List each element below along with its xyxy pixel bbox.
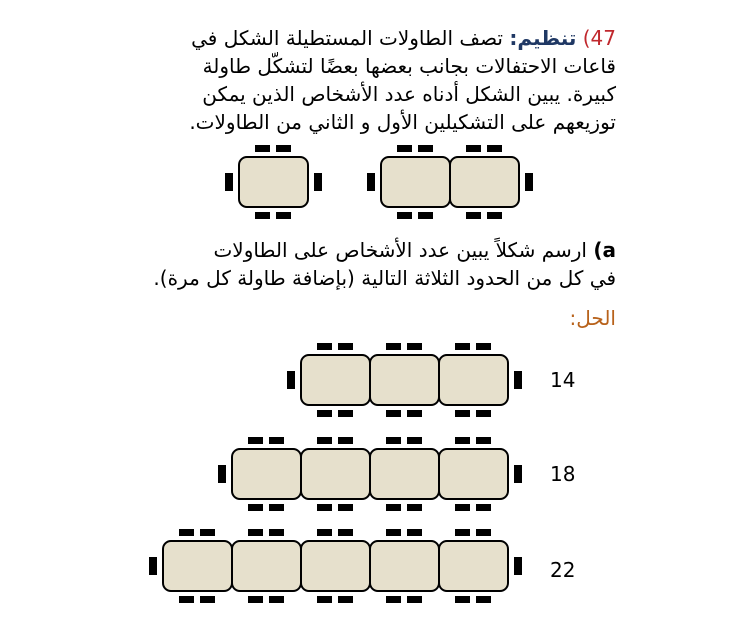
- given-figure-2-table: [450, 157, 519, 207]
- given-figure-2-seat: [418, 145, 433, 152]
- part-a-label: a): [593, 238, 616, 262]
- answer-figure-2-table: [370, 449, 439, 499]
- given-figure-2-seat: [525, 173, 533, 191]
- answer-label-1: 14: [550, 368, 576, 392]
- answer-figure-1-seat: [317, 343, 332, 350]
- answer-figure-3-seat: [248, 596, 263, 603]
- given-figure-1-seat: [276, 145, 291, 152]
- answer-figure-1-table: [301, 355, 370, 405]
- given-figure-1-table: [239, 157, 308, 207]
- answer-figure-3-seat: [476, 596, 491, 603]
- answer-figure-1-seat: [514, 371, 522, 389]
- answer-figure-2-seat: [269, 504, 284, 511]
- answer-figure-3-seat: [269, 596, 284, 603]
- answer-figure-1-seat: [386, 410, 401, 417]
- given-figure-1-seat: [225, 173, 233, 191]
- answer-figure-1-seat: [407, 410, 422, 417]
- problem-keyword: تنظيم:: [509, 26, 577, 50]
- answer-figure-3-seat: [455, 529, 470, 536]
- given-figure-2-seat: [487, 212, 502, 219]
- answer-figure-2-seat: [338, 504, 353, 511]
- answer-figure-3-table: [301, 541, 370, 591]
- answer-figure-2-seat: [407, 437, 422, 444]
- answer-label-2: 18: [550, 462, 576, 486]
- problem-text-1: تصف الطاولات المستطيلة الشكل في: [191, 26, 503, 50]
- answer-figure-1-seat: [338, 410, 353, 417]
- answer-figure-2-seat: [317, 437, 332, 444]
- answer-figure-2-seat: [248, 504, 263, 511]
- part-a-text-1: ارسم شكلاً يبين عدد الأشخاص على الطاولات: [213, 238, 587, 262]
- answer-figure-1-seat: [476, 343, 491, 350]
- answer-figure-2-seat: [455, 504, 470, 511]
- answer-figure-1-seat: [455, 410, 470, 417]
- answer-figure-1-seat: [476, 410, 491, 417]
- answer-figure-2-table: [439, 449, 508, 499]
- answer-figure-3-seat: [338, 529, 353, 536]
- problem-line-4: توزيعهم على التشكيلين الأول و الثاني من الطاولات.: [189, 110, 616, 134]
- given-figure-1-seat: [255, 212, 270, 219]
- given-figure-2-table: [381, 157, 450, 207]
- answer-figure-2-seat: [338, 437, 353, 444]
- answer-figure-3-seat: [407, 529, 422, 536]
- answer-figure-3-table: [370, 541, 439, 591]
- problem-line-2: قاعات الاحتفالات بجانب بعضها بعضًا لتشكّل طاولة: [202, 54, 616, 78]
- answer-figure-3-seat: [386, 529, 401, 536]
- problem-line-3: كبيرة. يبين الشكل أدناه عدد الأشخاص الذين يمكن: [202, 82, 616, 106]
- answer-figure-3-seat: [476, 529, 491, 536]
- answer-figure-1-seat: [317, 410, 332, 417]
- given-figure-2-seat: [487, 145, 502, 152]
- given-figure-2-seat: [466, 145, 481, 152]
- answer-figure-2-seat: [407, 504, 422, 511]
- answer-figure-3-seat: [455, 596, 470, 603]
- answer-figure-2-seat: [476, 437, 491, 444]
- given-figure-1-seat: [255, 145, 270, 152]
- answer-figure-3-seat: [407, 596, 422, 603]
- answer-figure-3-table: [163, 541, 232, 591]
- answer-figure-2-seat: [386, 504, 401, 511]
- answer-figure-2-seat: [386, 437, 401, 444]
- problem-number: 47): [582, 26, 616, 50]
- answer-figure-1-seat: [338, 343, 353, 350]
- answer-figure-2-seat: [269, 437, 284, 444]
- answer-figure-3-seat: [269, 529, 284, 536]
- answer-figure-3-seat: [200, 529, 215, 536]
- answer-figure-2-table: [232, 449, 301, 499]
- given-figure-1-seat: [314, 173, 322, 191]
- answer-figure-3-seat: [200, 596, 215, 603]
- answer-figure-3-seat: [317, 529, 332, 536]
- answer-figure-1-table: [439, 355, 508, 405]
- answer-label-3: 22: [550, 558, 576, 582]
- answer-figure-3-seat: [338, 596, 353, 603]
- answer-figure-2-seat: [476, 504, 491, 511]
- answer-figure-1-seat: [455, 343, 470, 350]
- answer-figure-3-seat: [514, 557, 522, 575]
- given-figure-2-seat: [397, 145, 412, 152]
- answer-figure-2-table: [301, 449, 370, 499]
- answer-figure-3-seat: [179, 529, 194, 536]
- answer-figure-3-seat: [149, 557, 157, 575]
- answer-figure-3-table: [232, 541, 301, 591]
- given-figure-2-seat: [466, 212, 481, 219]
- answer-figure-3-seat: [317, 596, 332, 603]
- answer-figure-1-table: [370, 355, 439, 405]
- answer-figure-3-seat: [179, 596, 194, 603]
- answer-figure-3-seat: [248, 529, 263, 536]
- answer-figure-2-seat: [218, 465, 226, 483]
- given-figure-1-seat: [276, 212, 291, 219]
- given-figure-2-seat: [367, 173, 375, 191]
- answer-figure-1-seat: [287, 371, 295, 389]
- answer-figure-3-table: [439, 541, 508, 591]
- answer-figure-2-seat: [455, 437, 470, 444]
- answer-figure-2-seat: [317, 504, 332, 511]
- given-figure-2-seat: [397, 212, 412, 219]
- answer-figure-1-seat: [386, 343, 401, 350]
- solution-label: الحل:: [569, 306, 616, 330]
- given-figure-2-seat: [418, 212, 433, 219]
- part-a-line-2: في كل من الحدود الثلاثة التالية (بإضافة طاولة كل مرة).: [153, 266, 616, 290]
- answer-figure-2-seat: [248, 437, 263, 444]
- answer-figure-2-seat: [514, 465, 522, 483]
- answer-figure-3-seat: [386, 596, 401, 603]
- answer-figure-1-seat: [407, 343, 422, 350]
